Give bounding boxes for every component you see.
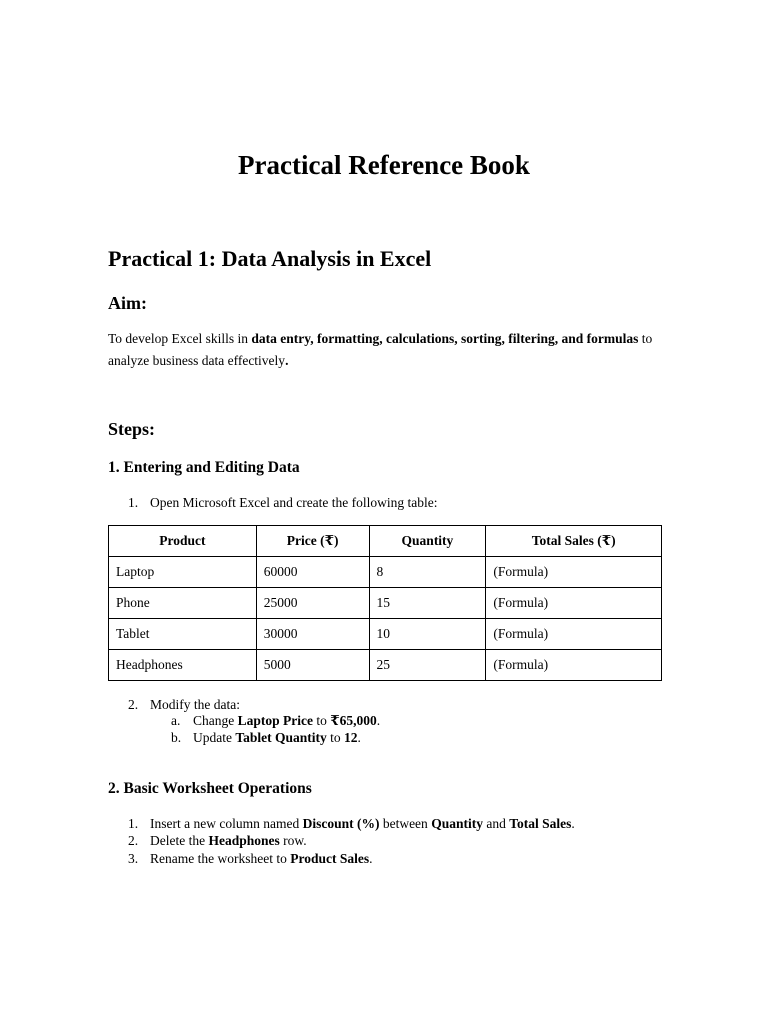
list-bold: Discount (%) <box>302 816 380 831</box>
section2-item-2 <box>128 832 307 849</box>
list-marker: b. <box>171 730 182 745</box>
table-row <box>109 650 662 681</box>
list-text: between <box>379 816 432 831</box>
header-price: Price (₹) <box>256 526 369 557</box>
list-text: Open Microsoft Excel and create the following table: <box>150 495 438 510</box>
table-cell: 5000 <box>256 650 369 681</box>
table-cell: 25000 <box>256 588 369 619</box>
table-cell: (Formula) <box>486 557 662 588</box>
list-bold: Product Sales <box>290 851 370 866</box>
list-bold: Tablet Quantity <box>235 730 327 745</box>
practical-heading: Practical 1: Data Analysis in Excel <box>108 246 432 271</box>
list-text: Insert a new column named <box>150 816 303 831</box>
table-cell: Tablet <box>109 619 257 650</box>
list-number: 2. <box>128 833 139 848</box>
section1-subitem-b <box>171 729 361 746</box>
list-text: row. <box>279 833 307 848</box>
list-text: Delete the <box>150 833 209 848</box>
list-bold: Quantity <box>431 816 483 831</box>
list-text: Rename the worksheet to <box>150 851 291 866</box>
table-cell: Phone <box>109 588 257 619</box>
product-table <box>108 525 662 681</box>
table-cell: (Formula) <box>486 619 662 650</box>
section2-item-3 <box>128 850 372 867</box>
list-text: to <box>313 713 331 728</box>
list-number: 2. <box>128 697 139 712</box>
list-text: . <box>376 713 381 728</box>
section1-heading: 1. Entering and Editing Data <box>108 459 300 476</box>
list-text: Modify the data: <box>150 697 240 712</box>
table-cell: 15 <box>369 588 486 619</box>
list-bold: Total Sales <box>509 816 572 831</box>
aim-bold-skills: data entry, formatting, calculations, sorting, filtering, and formulas <box>251 331 639 346</box>
list-number: 1. <box>128 816 139 831</box>
aim-heading: Aim: <box>108 293 147 313</box>
section2-heading: 2. Basic Worksheet Operations <box>108 780 312 797</box>
section1-subitem-a <box>171 712 380 729</box>
table-row <box>109 557 662 588</box>
table-header-row <box>109 526 662 557</box>
header-quantity: Quantity <box>369 526 486 557</box>
header-total-sales: Total Sales (₹) <box>486 526 662 557</box>
list-bold: 12 <box>344 730 358 745</box>
list-text: to <box>326 730 345 745</box>
list-text: Change <box>193 713 238 728</box>
table-cell: (Formula) <box>486 650 662 681</box>
table-cell: 30000 <box>256 619 369 650</box>
table-cell: Laptop <box>109 557 257 588</box>
list-text: . <box>369 851 373 866</box>
aim-text-1: To develop Excel skills in <box>108 331 252 346</box>
list-number: 1. <box>128 495 139 510</box>
list-text: Update <box>193 730 236 745</box>
table-row <box>109 619 662 650</box>
list-text: and <box>482 816 510 831</box>
table-cell: 10 <box>369 619 486 650</box>
table-cell: (Formula) <box>486 588 662 619</box>
document-title: Practical Reference Book <box>238 150 530 180</box>
section1-item-2 <box>128 696 240 713</box>
aim-text-3: . <box>285 353 289 368</box>
table-row <box>109 588 662 619</box>
list-marker: a. <box>171 713 181 728</box>
list-bold: Laptop Price <box>237 713 313 728</box>
list-text: . <box>571 816 575 831</box>
list-text: . <box>357 730 361 745</box>
table-cell: 25 <box>369 650 486 681</box>
steps-heading: Steps: <box>108 419 156 439</box>
list-number: 3. <box>128 851 139 866</box>
list-bold: Headphones <box>208 833 280 848</box>
section1-item-1 <box>128 494 438 511</box>
table-cell: Headphones <box>109 650 257 681</box>
aim-paragraph <box>108 328 668 372</box>
table-cell: 8 <box>369 557 486 588</box>
list-bold: ₹65,000 <box>330 713 377 728</box>
aim-text-2: to analyze business data effectively <box>108 331 653 368</box>
header-product: Product <box>109 526 257 557</box>
table-cell: 60000 <box>256 557 369 588</box>
section2-item-1 <box>128 815 575 832</box>
